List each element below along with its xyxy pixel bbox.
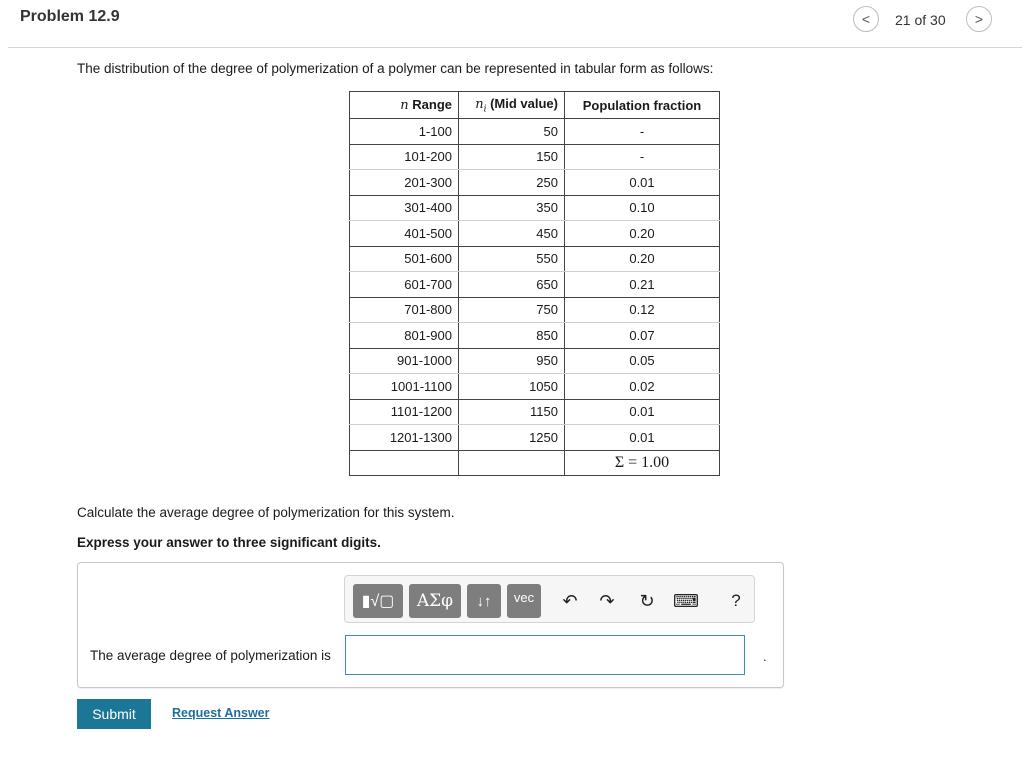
distribution-table [349,91,720,476]
table-sum-row [350,450,720,476]
keyboard-icon: ⌨ [673,590,699,611]
keyboard-button[interactable] [672,584,700,618]
mid-value-cell: 550 [459,246,565,272]
undo-button[interactable] [556,584,584,618]
intro-text: The distribution of the degree of polymerization of a polymer can be represented in tabular form as follows: [77,61,714,76]
mid-value-cell: 1050 [459,374,565,400]
table-header-row [350,92,720,119]
fraction-cell: 0.20 [565,221,720,247]
range-cell: 1101-1200 [350,399,459,425]
reset-icon: ↻ [639,590,655,611]
sum-cell: Σ = 1.00 [565,450,720,476]
range-cell: 801-900 [350,323,459,349]
range-cell: 1201-1300 [350,425,459,451]
answer-label: The average degree of polymerization is [90,648,331,663]
header-range: n Range [350,92,459,119]
next-problem-button[interactable] [966,6,992,32]
fraction-cell: 0.07 [565,323,720,349]
range-cell: 1-100 [350,119,459,145]
redo-button[interactable] [593,584,621,618]
reset-button[interactable] [633,584,661,618]
table-row [350,348,720,374]
fraction-cell: - [565,144,720,170]
instruction-text: Express your answer to three significant digits. [77,535,381,550]
range-cell: 301-400 [350,195,459,221]
redo-icon: ↷ [599,590,615,611]
problem-counter: 21 of 30 [895,12,946,28]
mid-value-cell: 450 [459,221,565,247]
range-cell: 1001-1100 [350,374,459,400]
fraction-cell: 0.20 [565,246,720,272]
table-row [350,425,720,451]
answer-input[interactable] [345,635,745,675]
table-row [350,246,720,272]
table-row [350,297,720,323]
fraction-cell: 0.01 [565,399,720,425]
range-cell: 401-500 [350,221,459,247]
fraction-cell: 0.05 [565,348,720,374]
mid-value-cell: 250 [459,170,565,196]
arrows-icon: ↓↑ [476,592,492,610]
mid-value-cell: 150 [459,144,565,170]
mid-value-cell: 350 [459,195,565,221]
math-toolbar [344,575,755,623]
table-row [350,221,720,247]
templates-icon: ▮√▢ [361,593,395,610]
problem-title: Problem 12.9 [20,8,120,25]
mid-value-cell: 950 [459,348,565,374]
vec-label: vec [513,590,535,605]
fraction-cell: 0.02 [565,374,720,400]
request-answer-link[interactable]: Request Answer [172,706,270,720]
range-cell: 101-200 [350,144,459,170]
arrows-button[interactable] [467,584,501,618]
mid-value-cell: 1150 [459,399,565,425]
table-row [350,144,720,170]
templates-button[interactable] [353,584,403,618]
mid-value-cell: 850 [459,323,565,349]
fraction-cell: 0.01 [565,170,720,196]
question-text: Calculate the average degree of polymerization for this system. [77,505,455,520]
range-cell: 501-600 [350,246,459,272]
mid-value-cell: 1250 [459,425,565,451]
fraction-cell: 0.10 [565,195,720,221]
greek-icon: ΑΣφ [416,591,454,611]
table-row [350,323,720,349]
answer-period: . [763,649,767,664]
help-button[interactable] [722,584,750,618]
table-row [350,374,720,400]
fraction-cell: 0.01 [565,425,720,451]
range-cell: 201-300 [350,170,459,196]
chevron-right-icon: > [974,11,984,27]
problem-header [0,0,1024,48]
mid-value-cell: 650 [459,272,565,298]
fraction-cell: 0.21 [565,272,720,298]
table-row [350,119,720,145]
table-row [350,272,720,298]
fraction-cell: 0.12 [565,297,720,323]
vector-button[interactable] [507,584,541,618]
greek-symbols-button[interactable] [409,584,461,618]
answer-box [77,562,784,688]
header-divider [8,47,1022,48]
submit-button[interactable]: Submit [77,699,151,729]
mid-value-cell: 750 [459,297,565,323]
range-cell: 901-1000 [350,348,459,374]
table-row [350,195,720,221]
header-population-fraction: Population fraction [565,92,720,119]
mid-value-cell: 50 [459,119,565,145]
table-row [350,399,720,425]
header-mid-value: $n_i$ (Mid value) [459,92,565,119]
help-icon: ? [731,591,741,610]
range-cell: 601-700 [350,272,459,298]
range-cell: 701-800 [350,297,459,323]
undo-icon: ↶ [562,590,578,611]
chevron-left-icon: < [861,11,871,27]
previous-problem-button[interactable] [853,6,879,32]
fraction-cell: - [565,119,720,145]
table-row [350,170,720,196]
